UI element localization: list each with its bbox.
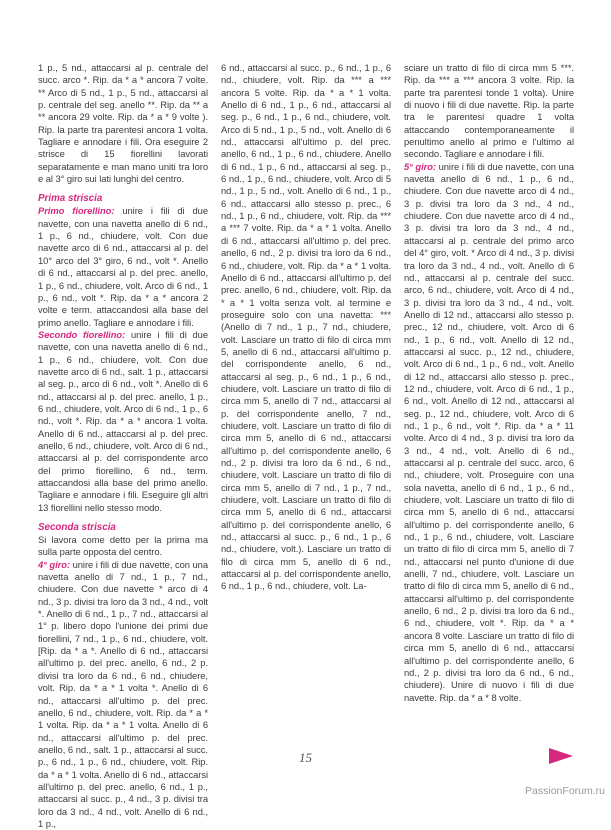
paragraph-text: unire i fili di due navette, con una navetta anello di 6 nd., 1 p., 6 nd., chiudere, volt. Con due navette arco di 6 nd., salt. 1 p., attaccarsi al seg. p., arco di 6 nd., volt *. Anello di 6 nd., attaccarsi al p. del prec. anello, 1 p., 6 nd., chiudere, volt. Arco di 6 nd., 1 p., 6 nd., volt *. Rip. da * a * ancora 1 volta. Anello di 6 nd., attaccarsi al p. del prec. anello, 6 nd., chiudere, volt. Arco di 6 nd., attaccarsi al p. del corrispondente arco del primo fiorellino, 6 nd., term. attaccandosi alla base del primo anello. Tagliare e annodare i fili. Eseguire gli altri 13 fiorellini nello stesso modo.	[38, 328, 208, 513]
next-page-arrow-icon	[549, 748, 573, 764]
instruction-paragraph-4-giro	[38, 559, 208, 830]
instruction-paragraph: 1 p., 5 nd., attaccarsi al p. centrale del succ. arco *. Rip. da * a * ancora 7 volte. ** Arco di 5 nd., 1 p., 5 nd., attaccarsi al p. centrale del seg. anello **. Rip. da ** a ** ancora 29 volte. Rip. da * a * 9 volte ). Rip. la parte tra parentesi ancora 1 volta. Tagliare e annodare i fili. Ora eseguire 2 strisce di 15 fiorellini lavorati separatamente e man mano uniti tra loro e al 3° giro sui lati lunghi del centro.	[38, 62, 208, 185]
paragraph-lead: 5° giro:	[404, 160, 437, 172]
paragraph-lead: Primo fiorellino:	[38, 205, 115, 217]
instruction-paragraph-5-giro	[404, 161, 574, 704]
text-column-2	[221, 62, 391, 830]
paragraph-text: unire i fili di due navette, con una navetta anello di 6 nd., 1 p., 6 nd., chiudere, volt. Con due navette arco di 6 nd., attaccarsi al p. del 10° arco del 3° giro, 6 nd., volt *. Anello di 6 nd., attaccarsi al p. del prec. anello, 1 p., 6 nd., chiudere, volt. Arco di 6 nd., 1 p., 6 nd., volt *. Rip. da * a * ancora 2 volte e term. attaccandosi alla base del primo anello. Tagliare e annodare i fili.	[38, 205, 208, 328]
instruction-paragraph-continuation: sciare un tratto di filo di circa mm 5 ***. Rip. da *** a *** ancora 3 volte. Rip. la parte tra parentesi tonde 1 volta). Unire di nuovo i fili di due navette. Rip. la parte tra le parentesi quadre 1 volta attaccando contemporaneamente il penultimo anello al primo e l'ultimo al secondo. Tagliare e annodare i fili.	[404, 62, 574, 160]
paragraph-lead: Secondo fiorellino:	[38, 328, 126, 340]
paragraph-lead: 4° giro:	[38, 558, 71, 570]
instruction-paragraph-continuation: 6 nd., attaccarsi al succ. p., 6 nd., 1 p., 6 nd., chiudere, volt. Rip. da *** a *** ancora 5 volte. Rip. da * a * 1 volta. Anello di 6 nd., 1 p., 6 nd., attaccarsi al seg. p., 6 nd., 1 p., 6 nd., chiudere, volt. Arco di 5 nd., 1 p., 5 nd., volt. Anello di 6 nd., attaccarsi all'ultimo p. del prec. anello, 6 nd., 1 p., 6 nd., chiudere. Anello di 6 nd., 1 p., 6 nd., attaccarsi al seg. p., 6 nd., 1 p., 6 nd., chiudere, volt. Arco di 5 nd., 1 p., 5 nd., volt. Anello di 6 nd., 1 p., 6 nd., attaccarsi allo stesso p. prec., 6 nd., 1 p., 6 nd., chiudere, volt. Rip. da *** a *** 7 volte. Rip. da * a * 1 volta. Anello di 6 nd., attaccarsi all'ultimo p. del prec. anello, 6 nd., 2 p. divisi tra loro da 6 nd., 6 nd., chiudere, volt. Rip. da * a * 1 volta. Anello di 6 nd., attaccarsi all'ultimo p. del prec. anello, 6 nd., chiudere, volt. Rip. da * a * 1 volta senza volt. al termine e proseguire solo con una navetta: *** (Anello di 7 nd., 1 p., 7 nd., chiudere, volt. Lasciare un tratto di filo di circa mm 5, anello di 6 nd., attaccarsi all'ultimo p. del corrispondente anello, 6 nd., attaccarsi al seg. p., 6 nd., 1 p., 6 nd., chiudere, volt. Lasciare un tratto di filo di circa mm 5, anello di 7 nd., attaccarsi al p. del corrispondente anello, 7 nd., chiudere, volt. Lasciare un tratto di filo di circa mm 5, anello di 6 nd., attaccarsi all'ultimo p. del corrispondente anello, 6 nd., 2 p. divisi tra loro da 6 nd., 6 nd., chiudere, volt. Lasciare un tratto di filo di circa mm 5, anello di 7 nd., 1 p., 7 nd., chiudere, volt. Lasciare un tratto di filo di circa mm 5, anello di 6 nd., attaccarsi all'ultimo p. del corrispondente anello, 6 nd., attaccarsi al succ. p., 6 nd., 1 p., 6 nd., chiudere, volt.). Lasciare un tratto di filo di circa mm 5, anello di 6 nd., attaccarsi al p. del corrispondente anello, 6 nd., 1 p., 6 nd., chiudere, volt. La-	[221, 62, 391, 592]
paragraph-text: unire i fili di due navette, con una navetta anello di 6 nd., 1 p., 6 nd., chiudere. Con due navette arco di 4 nd., 3 p. divisi tra loro da 3 nd., 4 nd., chiudere. Con due navette arco di 4 nd., 3 p. divisi tra loro da 3 nd., 4 nd., attaccarsi al p. centrale del primo arco del 4° giro, volt. * Arco di 4 nd., 3 p. divisi tra loro da 3 nd., 4 nd., volt. Anello di 6 nd., attaccarsi al p. centrale del succ. arco, 6 nd., chiudere, volt. Arco di 4 nd., 3 p. divisi tra loro da 3 nd., 4 nd., volt. Anello di 12 nd., attaccarsi allo stesso p. prec., 12 nd., chiudere, volt. Arco di 6 nd., 1 p., 6 nd., volt. Anello di 12 nd., attaccarsi al succ. p., 12 nd., chiudere, volt. Arco di 6 nd., 1 p., 6 nd., volt. Anello di 12 nd., attaccarsi allo stesso p. prec., 12 nd., chiudere, volt. Arco di 6 nd., 1 p., 6 nd., volt. Anello di 12 nd., attaccarsi al seg. p., 12 nd., chiudere, volt. Arco di 6 nd., 1 p., 6 nd., volt *. Rip. da * a * 11 volte. Arco di 4 nd., 3 p. divisi tra loro da 3 nd., 4 nd., volt. Anello di 6 nd., attaccarsi al p. centrale del succ. arco, 6 nd., chiudere, volt. Proseguire con una sola navetta, anello di 6 nd., 1 p., 6 nd., chiudere, volt. Lasciare un tratto di filo di circa mm 5, anello di 6 nd., attaccarsi all'ultimo p. del corrispondente anello, 6 nd., 1 p., 6 nd., chiudere, volt. Lasciare un tratto di filo di circa mm 5, anello di 7 nd., attaccarsi nel punto d'unione di due anelli, 7 nd., chiudere, volt. Lasciare un tratto di filo di circa mm 5, anello di 6 nd., attaccarsi all'ultimo p. del corrispondente anello, 6 nd., 2 p. divisi tra loro da 6 nd., 6 nd., chiudere, volt *. Rip. da * a * ancora 8 volte. Lasciare un tratto di filo di circa mm 5, anello di 6 nd., attaccarsi all'ultimo p. del corrispondente anello, 6 nd., 2 p. divisi tra loro da 6 nd., 6 nd., chiudere). Unire di nuovo i fili di due navette. Rip. da * a * 8 volte.	[404, 160, 574, 703]
paragraph-text: unire i fili di due navette, con una navetta anello di 7 nd., 1 p., 7 nd., chiudere. Con due navette * arco di 4 nd., 3 p. divisi tra loro da 3 nd., 4 nd., volt *. Anello di 6 nd., 1 p., 7 nd., attaccarsi al 1° p. libero dopo l'unione dei primi due fiorellini, 7 nd., 1 p., 6 nd., chiudere, volt. [Rip. da * a *. Anello di 6 nd., attaccarsi all'ultimo p. del prec. anello, 6 nd., 2 p. divisi tra loro da 6 nd., 6 nd., chiudere, volt. Rip. da * a * 1 volta *. Anello di 6 nd., attaccarsi all'ultimo p. del prec. anello, 6 nd., chiudere, volt. Rip. da * a * 1 volta. Rip. da * a * 1 volta. Anello di 6 nd., attaccarsi all'ultimo p. del prec. anello, 6 nd., salt. 1 p., attaccarsi al succ. p., 6 nd., 1 p., 6 nd., chiudere, volt. Rip. da * a * 1 volta. Anello di 6 nd., attaccarsi all'ultimo p. del prec. anello, 6 nd., 1 p., attaccarsi al succ. p., 4 nd., 3 p. divisi tra loro da 3 nd., 4 nd., volt. Anello di 6 nd., 1 p.,	[38, 558, 208, 829]
instruction-paragraph-secondo-fiorellino	[38, 329, 208, 514]
text-columns	[38, 62, 574, 830]
text-column-3	[404, 62, 574, 830]
watermark-text: PassionForum.ru	[525, 785, 605, 797]
text-column-1	[38, 62, 208, 830]
heading-prima-striscia: Prima striscia	[38, 193, 103, 205]
page-number: 15	[299, 750, 312, 765]
heading-seconda-striscia: Seconda striscia	[38, 522, 116, 534]
instruction-paragraph-primo-fiorellino	[38, 205, 208, 328]
instruction-paragraph: Si lavora come detto per la prima ma sulla parte opposta del centro.	[38, 534, 208, 558]
